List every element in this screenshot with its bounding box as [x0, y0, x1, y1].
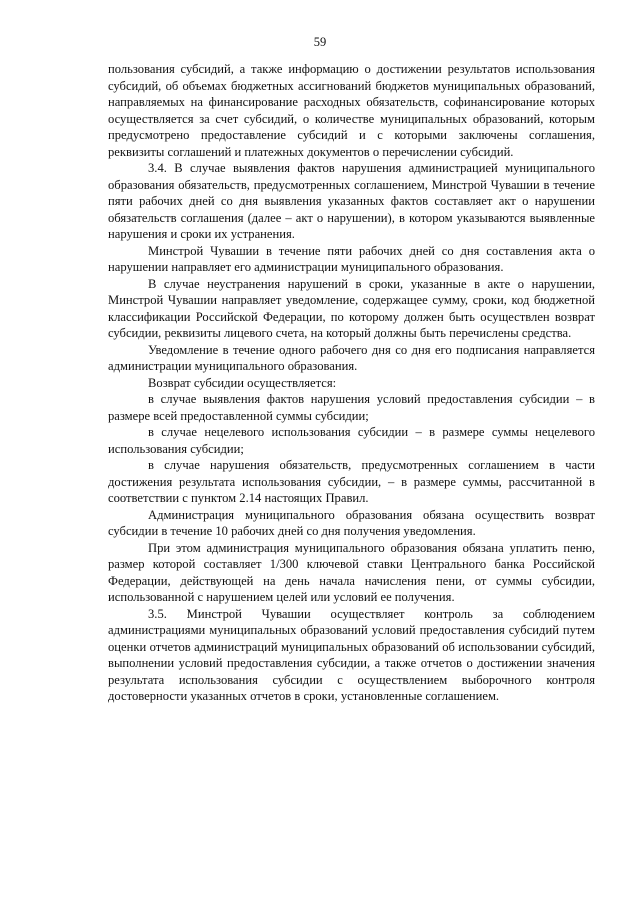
document-body: [108, 61, 595, 705]
paragraph-continuation: пользования субсидий, а также информацию о достижении результатов использования субсидий, об объемах бюджетных ассигнований бюджетов муниципальных образований, направляемых на финансирование расходных обязательств, софинансирование которых осуществляется за счет субсидий, о количестве муниципальных образований, которым предусмотрено предоставление субсидий и с которыми заключены соглашения, реквизиты соглашений и платежных документов о перечислении субсидий.: [108, 62, 595, 159]
page-number: 59: [313, 35, 327, 49]
paragraph-act-sending: Минстрой Чувашии в течение пяти рабочих дней со дня составления акта о нарушении направляет его администрации муниципального образования.: [108, 243, 595, 274]
paragraph-3-5: 3.5. Минстрой Чувашии осуществляет контроль за соблюдением администрациями муниципальных образований условий предоставления субсидий путем оценки отчетов администраций муниципальных образований об использовании субсидий, выполнении условий предоставления субсидии, а также отчетов о достижении значения результата использования субсидии с осуществлением выборочного контроля достоверности указанных отчетов в сроки, установленные соглашением.: [108, 606, 595, 703]
paragraph-3-4: 3.4. В случае выявления фактов нарушения администрацией муниципального образования обязательств, предусмотренных соглашением, Минстрой Чувашии в течение пяти рабочих дней со дня выявления указанных фактов составляет акт о нарушении обязательств соглашения (далее – акт о нарушении), в котором указываются выявленные нарушения и сроки их устранения.: [108, 161, 595, 241]
paragraph-penalty: При этом администрация муниципального образования обязана уплатить пеню, размер которой составляет 1/300 ключевой ставки Центрального банка Российской Федерации, действующей на день начала начисления пени, от суммы субсидии, использованной с нарушением целей или условий ее получения.: [108, 540, 595, 604]
paragraph-return-case-misuse: в случае нецелевого использования субсидии – в размере суммы нецелевого использования субсидии;: [108, 425, 595, 456]
paragraph-return-deadline: Администрация муниципального образования обязана осуществить возврат субсидии в течение 10 рабочих дней со дня получения уведомления.: [108, 507, 595, 538]
paragraph-return-case-violation: в случае выявления фактов нарушения условий предоставления субсидии – в размере всей предоставленной суммы субсидии;: [108, 392, 595, 423]
paragraph-return-intro: Возврат субсидии осуществляется:: [148, 375, 337, 390]
paragraph-return-case-result: в случае нарушения обязательств, предусмотренных соглашением в части достижения результата использования субсидии, – в размере суммы, рассчитанной в соответствии с пунктом 2.14 настоящих Правил.: [108, 458, 595, 505]
paragraph-notification: В случае неустранения нарушений в сроки, указанные в акте о нарушении, Минстрой Чувашии направляет уведомление, содержащее сумму, сроки, код бюджетной классификации Российской Федерации, по которому должен быть осуществлен возврат субсидии, реквизиты лицевого счета, на который должны быть перечислены средства.: [108, 276, 595, 340]
paragraph-notification-delivery: Уведомление в течение одного рабочего дня со дня его подписания направляется администрации муниципального образования.: [108, 342, 595, 373]
